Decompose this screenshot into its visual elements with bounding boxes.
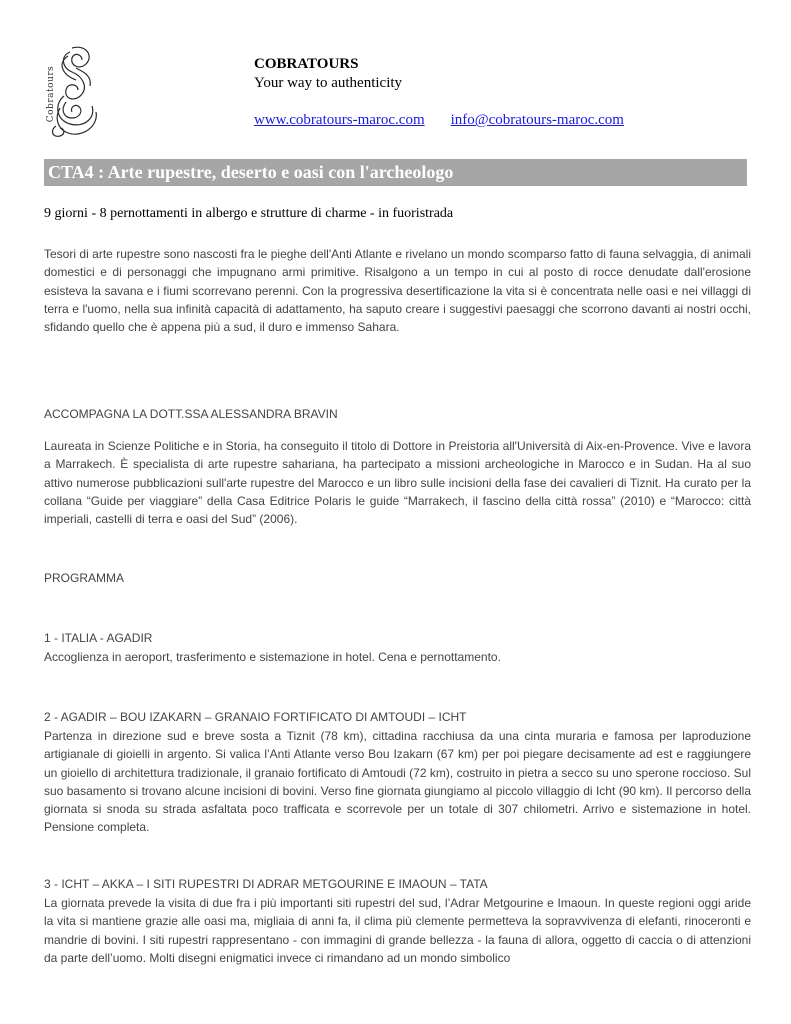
day-1-heading: 1 - ITALIA - AGADIR (44, 631, 153, 645)
day-3-heading: 3 - ICHT – AKKA – I SITI RUPESTRI DI ADRAR METGOURINE E IMAOUN – TATA (44, 877, 488, 891)
logo-wordmark (44, 52, 56, 138)
brand-tagline: Your way to authenticity (254, 75, 403, 91)
logo-text: Cobratours (46, 65, 56, 123)
day-1-text: Accoglienza in aeroport, trasferimento e sistemazione in hotel. Cena e pernottamento. (44, 650, 501, 664)
guide-heading: ACCOMPAGNA LA DOTT.SSA ALESSANDRA BRAVIN (44, 407, 338, 421)
website-link[interactable]: www.cobratours-maroc.com (254, 112, 425, 128)
day-2-text: Partenza in direzione sud e breve sosta a Tiznit (78 km), cittadina racchiusa da una cinta muraria e famosa per laproduzione artigianale di gioielli in argento. Si valica l’Anti Atlante verso Bou Izakarn (67 km) per poi piegare decisamente ad est e raggiungere un gioiello di architettura tradizionale, il granaio fortificato di Amtoudi (72 km), costruito in pietra a secco su uno sperone roccioso. Sul suo basamento si trovano alcune incisioni di bovini. Verso fine giornata giungiamo al piccolo villaggio di Icht (90 km). Il percorso della giornata si snoda su strada asfaltata poco trafficata e scorrevole per un totale di 307 chilometri. Arrivo e sistemazione in hotel. Pensione completa. (44, 729, 751, 835)
tour-title-bar (44, 159, 747, 186)
contact-links (254, 112, 624, 129)
company-header (254, 55, 402, 93)
tour-title: CTA4 : Arte rupestre, deserto e oasi con l'archeologo (48, 162, 454, 182)
tour-subtitle: 9 giorni - 8 pernottamenti in albergo e strutture di charme - in fuoristrada (44, 206, 454, 221)
day-2-heading: 2 - AGADIR – BOU IZAKARN – GRANAIO FORTIFICATO DI AMTOUDI – ICHT (44, 710, 467, 724)
guide-paragraph: Laureata in Scienze Politiche e in Storia, ha conseguito il titolo di Dottore in Preistoria all'Università di Aix-en-Provence. Vive e lavora a Marrakech. È specialista di arte rupestre sahariana, ha partecipato a missioni archeologiche in Marocco e in Sudan. Ha al suo attivo numerose pubblicazioni sull'arte rupestre del Marocco e un libro sulle incisioni della fase dei cavalieri di Tiznit. Ha curato per la collana “Guide per viaggiare” della Casa Editrice Polaris le guide “Marrakech, il fascino della città rossa” (2010) e “Marocco: città imperiali, castelli di terra e oasi del Sud” (2006). (44, 439, 751, 527)
intro-paragraph: Tesori di arte rupestre sono nascosti fra le pieghe dell'Anti Atlante e rivelano un mondo scomparso fatto di fauna selvaggia, di animali domestici e di personaggi che impugnano armi primitive. Risalgono a un tempo in cui al posto di rocce denudate dall'erosione esisteva la savana e i fiumi scorrevano perenni. Con la progressiva desertificazione la vita si è concentrata nelle oasi e nei villaggi di terra e l'uomo, nella sua infinità capacità di adattamento, ha saputo creare i suggestivi paesaggi che scorrono davanti ai nostri occhi, sfidando quello che è appena più a sud, il duro e immenso Sahara. (44, 247, 751, 335)
email-link[interactable]: info@cobratours-maroc.com (450, 112, 624, 128)
programma-heading: PROGRAMMA (44, 571, 125, 585)
brand-name: COBRATOURS (254, 56, 359, 72)
day-3-text: La giornata prevede la visita di due fra i più importanti siti rupestri del sud, l’Adrar Metgourine e Imaoun. In queste regioni oggi aride la vita si mantiene grazie alle oasi ma, migliaia di anni fa, il clima più clemente permetteva la sopravvivenza di elefanti, rinoceronti e mandrie di bovini. I siti rupestri rappresentano - con immagini di grande bellezza - la fauna di allora, oggetto di caccia o di attenzioni da parte dell’uomo. Molti disegni enigmatici invece ci rimandano ad un mondo simbolico (44, 896, 751, 965)
